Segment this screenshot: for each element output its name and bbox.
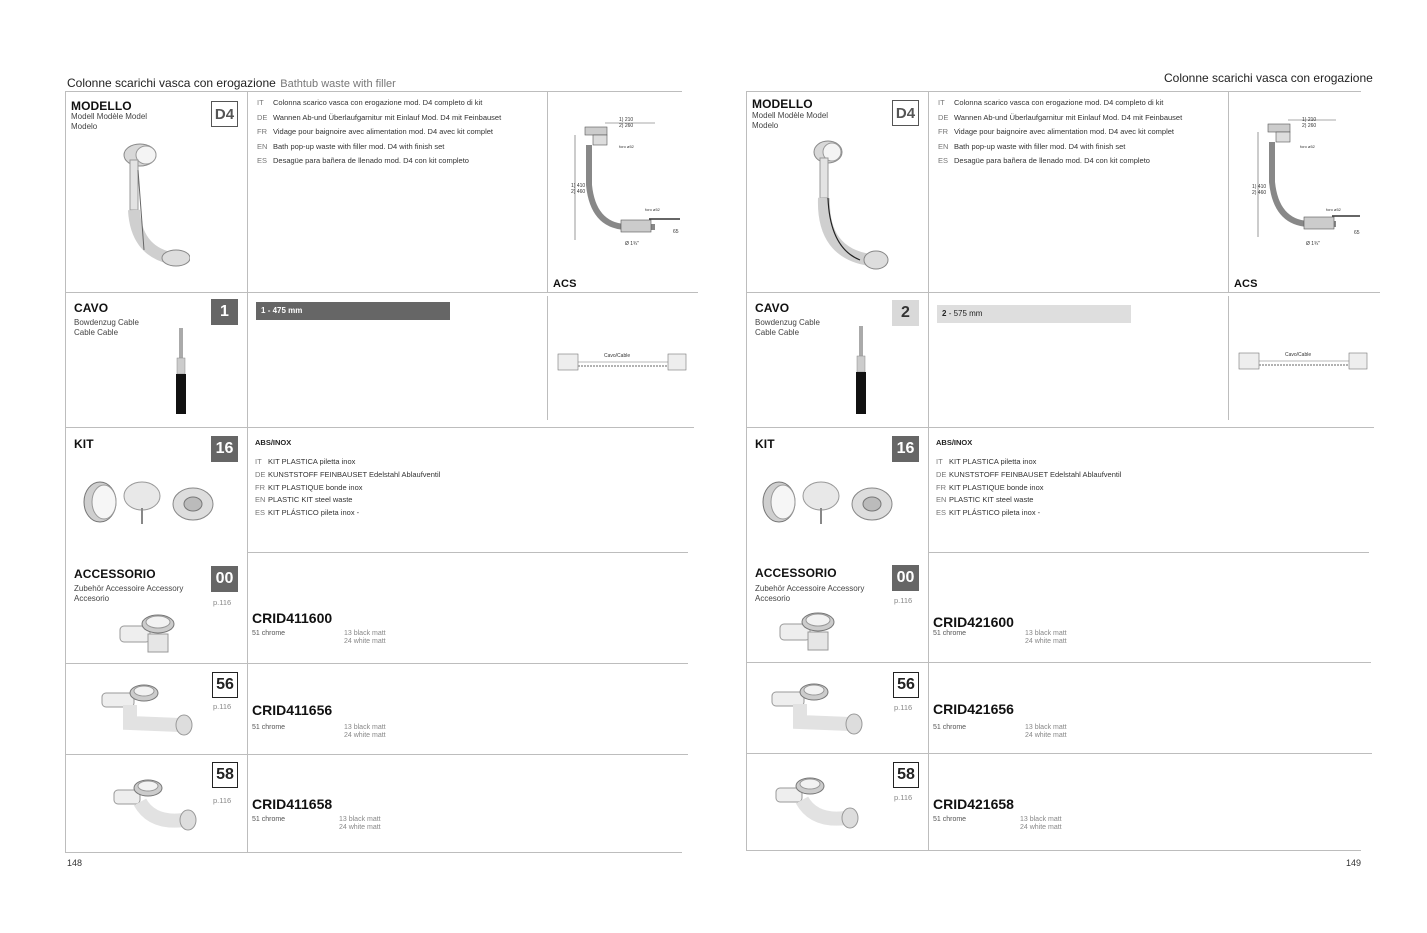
- left-kit-image: [80, 478, 220, 528]
- right-product-white-58: 24 white matt: [1020, 824, 1062, 831]
- right-desc-it: IT Colonna scarico vasca con erogazione mod. D4 completo di kit: [938, 98, 1164, 107]
- right-dim-side-1: 1) 410: [1252, 184, 1267, 190]
- right-dim-top-2: 2) 260: [1302, 123, 1317, 129]
- right-header-title: Colonne scarichi vasca con erogazione: [1164, 71, 1373, 85]
- right-modello-sub1: Modell Modèle Model: [752, 111, 829, 120]
- left-kit-title: KIT: [74, 437, 94, 451]
- left-product-code-56: CRID411656: [252, 702, 333, 718]
- left-kit-es: ES KIT PLÁSTICO pileta inox -: [255, 508, 360, 518]
- right-product-badge-56: 56: [893, 672, 919, 698]
- left-description-list: [257, 96, 501, 169]
- left-waste-filler-image: [110, 140, 190, 280]
- right-modello-sub2: Modelo: [752, 121, 779, 130]
- right-kit-image: [759, 478, 899, 528]
- left-foro-2: foro ø52: [645, 207, 660, 212]
- left-cavo-badge: 1: [211, 299, 238, 325]
- right-desc-en: EN Bath pop-up waste with filler mod. D4 with finish set: [938, 141, 1126, 151]
- right-dim-side-2: 2) 460: [1252, 190, 1267, 196]
- right-accessory-56-image: [770, 682, 870, 738]
- right-product-chrome-56: 51 chrome: [933, 724, 967, 731]
- right-desc-es: ES Desagüe para bañera de llenado mod. D4 con kit completo: [938, 156, 1150, 165]
- left-cable-length-bar: [256, 302, 450, 320]
- left-dim-top-2: 2) 260: [619, 123, 634, 129]
- left-cavo-sub2: Cable Cable: [74, 328, 119, 337]
- left-product-page-ref-56: p.116: [213, 702, 232, 711]
- left-desc-it: IT Colonna scarico vasca con erogazione mod. D4 completo di kit: [257, 98, 483, 107]
- left-product-badge-56: 56: [212, 672, 238, 698]
- right-cavo-sub1: Bowdenzug Cable: [755, 318, 820, 327]
- left-product-code-58: CRID411658: [252, 796, 333, 812]
- right-product-white-00: 24 white matt: [1025, 638, 1067, 645]
- left-dim-65: 65: [673, 229, 679, 235]
- right-kit-en: EN PLASTIC KIT steel waste: [936, 495, 1034, 505]
- right-kit-es: ES KIT PLÁSTICO pileta inox -: [936, 508, 1041, 518]
- right-foro-1: foro ø52: [1300, 144, 1315, 149]
- right-cable-length-num: 2: [942, 309, 947, 318]
- right-kit-material: ABS/INOX: [936, 438, 973, 447]
- left-product-black-00: 13 black matt: [344, 630, 386, 637]
- right-accessorio-sub2: Accesorio: [755, 594, 791, 603]
- right-accessorio-sub1: Zubehör Accessoire Accessory: [755, 584, 865, 593]
- right-cavo-badge: 2: [892, 300, 919, 326]
- right-cable-image: [852, 326, 872, 416]
- right-modello-badge: D4: [892, 100, 919, 126]
- left-accessory-58-image: [112, 776, 202, 838]
- right-dim-top-1: 1) 210: [1302, 117, 1317, 123]
- right-acs-label: ACS: [1234, 278, 1258, 290]
- left-accessorio-page-ref: p.116: [213, 598, 232, 607]
- left-modello-badge: D4: [211, 101, 238, 127]
- left-kit-list: [255, 456, 440, 520]
- right-modello-title: MODELLO: [752, 97, 813, 111]
- left-acs-label: ACS: [553, 278, 577, 290]
- left-product-black-56: 13 black matt: [344, 724, 386, 731]
- right-kit-badge: 16: [892, 436, 919, 462]
- right-accessorio-title: ACCESSORIO: [755, 566, 837, 580]
- left-cavo-sub1: Bowdenzug Cable: [74, 318, 139, 327]
- right-product-page-ref-56: p.116: [894, 703, 913, 712]
- left-kit-it: IT KIT PLASTICA piletta inox: [255, 457, 356, 466]
- left-product-badge-58: 58: [212, 762, 238, 788]
- left-product-white-58: 24 white matt: [339, 824, 381, 831]
- left-technical-diagram: [565, 115, 695, 255]
- left-cable-diagram-label: Cavo/Cable: [604, 353, 631, 359]
- right-waste-filler-image: [800, 138, 890, 288]
- right-page-number: 149: [1346, 858, 1362, 868]
- left-cable-length-num: 1: [261, 306, 266, 315]
- left-header-title: Colonne scarichi vasca con erogazione: [67, 76, 276, 90]
- left-cable-diagram: [556, 348, 691, 378]
- right-product-black-56: 13 black matt: [1025, 724, 1067, 731]
- right-product-chrome-00: 51 chrome: [933, 630, 967, 637]
- left-accessorio-badge: 00: [211, 566, 238, 592]
- right-product-page-ref-58: p.116: [894, 793, 913, 802]
- left-product-white-56: 24 white matt: [344, 732, 386, 739]
- left-accessorio-title: ACCESSORIO: [74, 567, 156, 581]
- right-kit-title: KIT: [755, 437, 775, 451]
- right-technical-diagram: [1248, 112, 1368, 252]
- right-accessory-00-image: [778, 610, 838, 652]
- left-dim-side-1: 1) 410: [571, 183, 586, 189]
- left-dim-diameter: Ø 1¾": [625, 241, 640, 247]
- right-description-list: [938, 96, 1182, 169]
- left-modello-sub1: Modell Modèle Model: [71, 112, 148, 121]
- left-cable-image: [172, 328, 192, 416]
- left-cable-length-text: - 475 mm: [267, 306, 303, 315]
- right-kit-de: DE KUNSTSTOFF FEINBAUSET Edelstahl Ablaufventil: [936, 469, 1122, 479]
- left-product-code-00: CRID411600: [252, 610, 333, 626]
- right-product-code-56: CRID421656: [933, 701, 1014, 717]
- right-cable-diagram-label: Cavo/Cable: [1285, 352, 1312, 358]
- right-product-badge-58: 58: [893, 762, 919, 788]
- left-modello-title: MODELLO: [71, 99, 132, 113]
- right-cable-length-bar: [937, 305, 1131, 323]
- right-cable-diagram: [1237, 347, 1372, 377]
- left-dim-side-2: 2) 460: [571, 189, 586, 195]
- right-foro-2: foro ø52: [1326, 207, 1341, 212]
- left-foro-1: foro ø52: [619, 144, 634, 149]
- right-cavo-sub2: Cable Cable: [755, 328, 800, 337]
- right-kit-list: [936, 456, 1121, 520]
- right-product-code-00: CRID421600: [933, 614, 1014, 630]
- left-desc-es: ES Desagüe para bañera de llenado mod. D4 con kit completo: [257, 156, 469, 165]
- right-product-code-58: CRID421658: [933, 796, 1014, 812]
- right-cable-length-text: - 575 mm: [948, 309, 983, 318]
- left-kit-de: DE KUNSTSTOFF FEINBAUSET Edelstahl Ablaufventil: [255, 469, 441, 479]
- left-header-subtitle: Bathtub waste with filler: [280, 78, 396, 90]
- right-cavo-title: CAVO: [755, 301, 790, 315]
- left-cavo-title: CAVO: [74, 301, 109, 315]
- right-accessorio-badge: 00: [892, 565, 919, 591]
- left-kit-fr: FR KIT PLASTIQUE bonde inox: [255, 482, 363, 492]
- left-kit-badge: 16: [211, 436, 238, 462]
- left-product-chrome-56: 51 chrome: [252, 724, 286, 731]
- left-product-page-ref-58: p.116: [213, 796, 232, 805]
- right-accessorio-page-ref: p.116: [894, 596, 913, 605]
- left-modello-sub2: Modelo: [71, 122, 98, 131]
- left-desc-fr: FR Vidage pour baignoire avec alimentation mod. D4 avec kit complet: [257, 127, 493, 136]
- right-product-white-56: 24 white matt: [1025, 732, 1067, 739]
- left-header: [67, 74, 396, 92]
- left-product-chrome-58: 51 chrome: [252, 816, 286, 823]
- right-dim-65: 65: [1354, 230, 1360, 236]
- left-product-chrome-00: 51 chrome: [252, 630, 286, 637]
- left-dim-top-1: 1) 210: [619, 117, 634, 123]
- left-kit-en: EN PLASTIC KIT steel waste: [255, 495, 353, 505]
- left-desc-de: DE Wannen Ab-und Überlaufgarnitur mit Einlauf Mod. D4 mit Feinbauset: [257, 112, 502, 122]
- right-kit-it: IT KIT PLASTICA piletta inox: [936, 457, 1037, 466]
- left-accessorio-sub2: Accesorio: [74, 594, 110, 603]
- left-desc-en: EN Bath pop-up waste with filler mod. D4 with finish set: [257, 141, 445, 151]
- right-desc-fr: FR Vidage pour baignoire avec alimentation mod. D4 avec kit complet: [938, 127, 1174, 136]
- right-product-chrome-58: 51 chrome: [933, 816, 967, 823]
- right-dim-diameter: Ø 1¾": [1306, 241, 1321, 247]
- right-accessory-58-image: [774, 774, 864, 836]
- right-product-black-58: 13 black matt: [1020, 816, 1062, 823]
- left-product-white-00: 24 white matt: [344, 638, 386, 645]
- left-product-black-58: 13 black matt: [339, 816, 381, 823]
- left-accessory-56-image: [100, 683, 200, 739]
- left-accessory-00-image: [118, 612, 178, 654]
- left-kit-material: ABS/INOX: [255, 438, 292, 447]
- right-desc-de: DE Wannen Ab-und Überlaufgarnitur mit Einlauf Mod. D4 mit Feinbauset: [938, 112, 1183, 122]
- right-kit-fr: FR KIT PLASTIQUE bonde inox: [936, 482, 1044, 492]
- left-page-number: 148: [67, 858, 83, 868]
- left-accessorio-sub1: Zubehör Accessoire Accessory: [74, 584, 184, 593]
- right-product-black-00: 13 black matt: [1025, 630, 1067, 637]
